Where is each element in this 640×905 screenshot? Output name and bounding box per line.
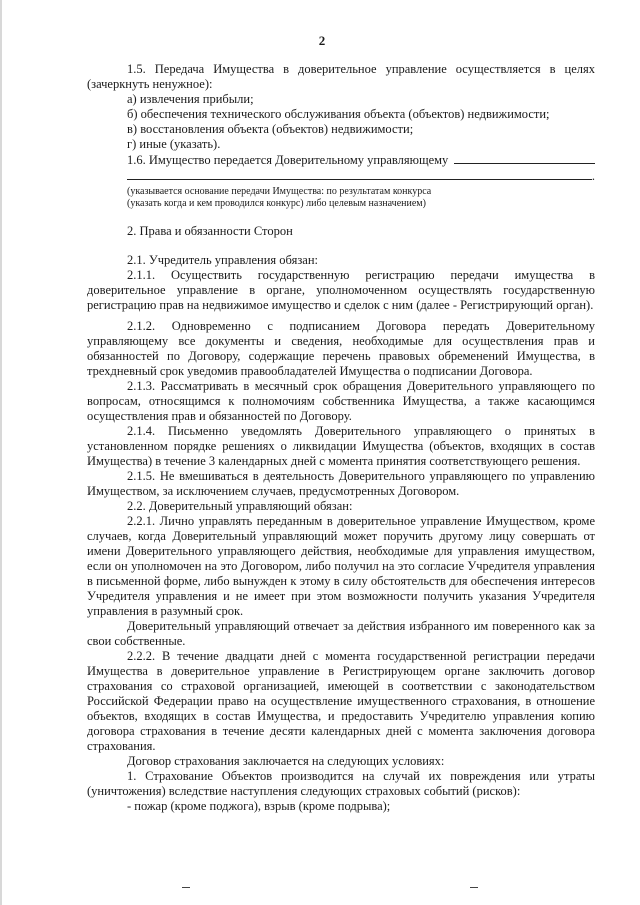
paragraph-2-2-2: 2.2.2. В течение двадцати дней с момента государственной регистрации передачи Имущества в доверительное управление в Регистрирующем органе заключить договор страхования со страховой организацией, имеющей в соответствии с законодательством Российской Федерации право на осуществление имущественного страхования, в отношение объектов, входящих в состав Имущества, и предоставить Учредителю управления копию договора страхования в течение десяти календарных дней с момента заключения договора страхования.	[87, 649, 595, 753]
paragraph-1-5-note: (зачеркнуть ненужное):	[87, 77, 213, 91]
paragraph-2-1-1: 2.1.1. Осуществить государственную регистрацию передачи имущества в доверительное управление в органе, уполномоченном осуществлять государственную регистрацию прав на недвижимое имущество и сделок с ним (далее - Регистрирующий орган).	[87, 268, 595, 312]
paragraph-2-1-3: 2.1.3. Рассматривать в месячный срок обращения Доверительного управляющего по вопросам, относящимся к полномочиям собственника Имущества, а также касающимся осуществления прав и обязанностей по Договору.	[87, 379, 595, 423]
document-body	[87, 62, 595, 814]
paragraph-1-6: 1.6. Имущество передается Доверительному управляющему	[127, 153, 449, 167]
paragraph-insurance-1: 1. Страхование Объектов производится на случай их повреждения или утраты (уничтожения) вследствие наступления следующих страховых событий (рисков):	[87, 769, 595, 798]
paragraph-responsibility: Доверительный управляющий отвечает за действия избранного им поверенного как за свои собственные.	[87, 619, 595, 648]
fill-in-line-2-row	[87, 168, 595, 184]
fill-in-line-period: .	[591, 169, 595, 183]
paragraph-2-1-5: 2.1.5. Не вмешиваться в деятельность Доверительного управляющего по управлению Имуществом, за исключением случаев, предусмотренных Договором.	[87, 469, 595, 498]
paragraph-1-6-row	[87, 152, 595, 168]
paragraph-2-1: 2.1. Учредитель управления обязан:	[127, 253, 318, 267]
caption-line-2: (указать когда и кем проводился конкурс) либо целевым назначением)	[127, 198, 426, 209]
page-number: 2	[318, 33, 326, 48]
scan-mark-left	[182, 887, 190, 888]
option-d: г) иные (указать).	[127, 137, 221, 151]
fill-in-line-2	[127, 168, 592, 180]
paragraph-2-2: 2.2. Доверительный управляющий обязан:	[127, 499, 353, 513]
section-2-heading: 2. Права и обязанности Сторон	[127, 224, 293, 238]
paragraph-insurance-fire: - пожар (кроме поджога), взрыв (кроме подрыва);	[127, 799, 391, 813]
paragraph-1-5-intro: 1.5. Передача Имущества в доверительное управление осуществляется в целях	[127, 62, 595, 76]
fill-in-line	[454, 152, 595, 164]
option-b: б) обеспечения технического обслуживания объекта (объектов) недвижимости;	[127, 107, 550, 121]
caption-line-1: (указывается основание передачи Имущества: по результатам конкурса	[127, 186, 432, 197]
scan-mark-right	[470, 887, 478, 888]
paragraph-2-2-1: 2.2.1. Лично управлять переданным в доверительное управление Имуществом, кроме случаев, когда Доверительный управляющий может поручить другому лицу совершать от имени Доверительного управляющего действия, необходимые для управления имуществом, если он уполномочен на это Договором, либо получил на это согласие Учредителя управления в письменной форме, либо вынужден к этому в силу обстоятельств для обеспечения интересов Учредителя управления и не имеет при этом возможности получить указания Учредителя управления в разумный срок.	[87, 514, 595, 618]
paragraph-2-1-4: 2.1.4. Письменно уведомлять Доверительного управляющего о принятых в установленном порядке решениях о ликвидации Имущества (объектов, входящих в состав Имущества) в течение 3 календарных дней с момента принятия соответствующего решения.	[87, 424, 595, 468]
option-c: в) восстановления объекта (объектов) недвижимости;	[127, 122, 414, 136]
paragraph-2-1-2: 2.1.2. Одновременно с подписанием Договора передать Доверительному управляющему все документы и сведения, необходимые для осуществления прав и обязанностей по Договору, содержащие перечень правовых обременений Имущества, в трехдневный срок уведомив правообладателей Имущества о подписании Договора.	[87, 319, 595, 378]
paragraph-insurance-conditions: Договор страхования заключается на следующих условиях:	[127, 754, 445, 768]
option-a: а) извлечения прибыли;	[127, 92, 254, 106]
